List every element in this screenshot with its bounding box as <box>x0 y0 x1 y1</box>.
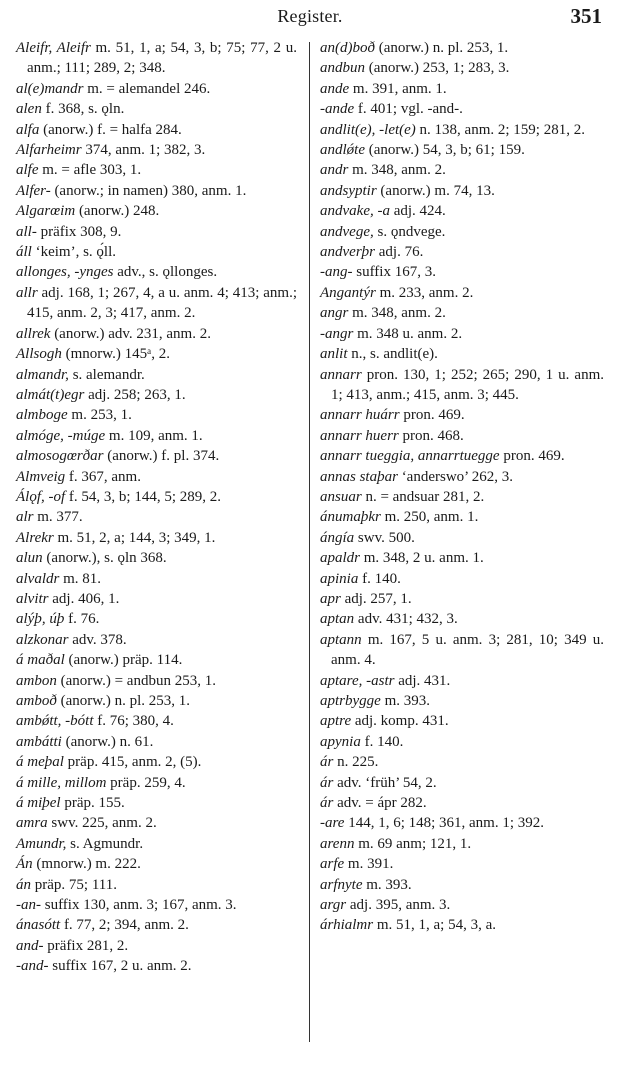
index-entry <box>16 813 297 833</box>
entry-headword: andlit(e), -let(e) <box>320 121 416 138</box>
index-entry <box>320 324 604 344</box>
entry-references: adj. 395, anm. 3. <box>346 897 451 914</box>
entry-headword: alzkonar <box>16 631 69 648</box>
entry-headword: apinia <box>320 570 359 587</box>
entry-headword: aptann <box>320 631 362 648</box>
entry-headword: ansuar <box>320 488 362 505</box>
index-entry <box>16 160 297 180</box>
entry-headword: allr <box>16 284 38 301</box>
entry-references: swv. 500. <box>354 529 415 546</box>
entry-references: m. 69 anm; 121, 1. <box>354 835 472 852</box>
entry-references: m. 81. <box>59 570 102 587</box>
index-entry <box>16 671 297 691</box>
entry-headword: alen <box>16 101 42 118</box>
entry-references: adj. 406, 1. <box>48 590 120 607</box>
index-entry <box>320 426 604 446</box>
entry-references: (anorw.) 54, 3, b; 61; 159. <box>365 142 525 159</box>
entry-headword: ande <box>320 80 350 97</box>
index-entry <box>16 956 297 976</box>
index-entry <box>16 650 297 670</box>
entry-headword: alun <box>16 550 43 567</box>
entry-references: m. 51, 1, a; 54, 3, b; 75; 77, 2 u. anm.; 111; 289, 2; 348. <box>27 40 297 77</box>
index-entry <box>320 609 604 629</box>
entry-references: f. 54, 3, b; 144, 5; 289, 2. <box>65 488 222 505</box>
entry-headword: andbun <box>320 60 365 77</box>
index-entry <box>16 569 297 589</box>
index-entry <box>16 201 297 221</box>
entry-headword: arfnyte <box>320 876 363 893</box>
entry-headword: Algarœim <box>16 203 76 220</box>
entry-headword: ambon <box>16 672 57 689</box>
index-entry <box>16 773 297 793</box>
index-entry <box>16 691 297 711</box>
index-entry <box>320 201 604 221</box>
right-column <box>320 38 604 936</box>
entry-references: n. 225. <box>333 754 379 771</box>
index-entry <box>16 405 297 425</box>
entry-references: suffix 130, anm. 3; 167, anm. 3. <box>41 897 237 914</box>
entry-headword: Amundr, <box>16 835 67 852</box>
entry-references: m. 377. <box>33 509 83 526</box>
entry-headword: Án <box>16 856 33 873</box>
entry-headword: almát(t)egr <box>16 386 85 403</box>
entry-references: adj. 168, 1; 267, 4, a u. anm. 4; 413; anm.; 415, anm. 2, 3; 417, anm. 2. <box>27 284 297 322</box>
entry-references: m. 391, anm. 1. <box>349 80 447 97</box>
entry-headword: alfe <box>16 162 39 179</box>
entry-references: f. 77, 2; 394, anm. 2. <box>60 917 189 934</box>
entry-references: adv. 431; 432, 3. <box>354 611 458 628</box>
entry-headword: Allsogh <box>16 346 62 363</box>
entry-references: ‘keim’, s. ǫ́ll. <box>31 244 116 261</box>
entry-references: pron. 130, 1; 252; 265; 290, 1 u. anm. 1; 413, anm.; 415, anm. 3; 445. <box>331 366 604 403</box>
entry-headword: aptare, -astr <box>320 672 395 689</box>
entry-references: m. 253, 1. <box>67 407 132 424</box>
entry-headword: -and- <box>16 958 49 975</box>
entry-headword: árhialmr <box>320 917 374 934</box>
entry-headword: almandr, <box>16 366 69 383</box>
entry-headword: Alfer- <box>16 182 51 199</box>
entry-references: m. 391. <box>344 856 394 873</box>
entry-headword: andsyptir <box>320 182 377 199</box>
index-entry <box>16 711 297 731</box>
index-entry <box>16 99 297 119</box>
index-entry <box>16 344 297 364</box>
entry-headword: á maðal <box>16 652 65 669</box>
entry-references: präp. 415, anm. 2, (5). <box>63 754 202 771</box>
index-entry <box>16 609 297 629</box>
index-entry <box>320 283 604 303</box>
entry-headword: -ande <box>320 101 355 118</box>
entry-headword: an(d)boð <box>320 40 375 56</box>
index-entry <box>320 711 604 731</box>
index-entry <box>16 793 297 813</box>
index-entry <box>320 405 604 425</box>
index-entry <box>320 671 604 691</box>
entry-headword: Alfarheimr <box>16 142 82 159</box>
entry-headword: alýþ, úþ <box>16 611 65 628</box>
index-entry <box>320 303 604 323</box>
index-entry <box>320 242 604 262</box>
entry-headword: anlit <box>320 346 348 363</box>
index-entry <box>16 854 297 874</box>
entry-references: (mnorw.) 145ᵃ, 2. <box>61 346 170 363</box>
entry-headword: amra <box>16 815 48 832</box>
entry-headword: angr <box>320 305 349 322</box>
entry-references: n. = andsuar 281, 2. <box>361 488 485 505</box>
index-entry <box>16 732 297 752</box>
entry-headword: almosogœrðar <box>16 448 104 465</box>
entry-references: f. 401; vgl. -and-. <box>354 101 463 118</box>
index-entry <box>16 283 297 324</box>
index-entry <box>320 875 604 895</box>
entry-headword: án <box>16 876 31 893</box>
index-entry <box>16 79 297 99</box>
index-entry <box>16 834 297 854</box>
entry-headword: annarr huerr <box>320 427 399 444</box>
entry-headword: -are <box>320 815 345 832</box>
index-entry <box>320 120 604 140</box>
entry-references: adj. 431. <box>394 672 451 689</box>
entry-references: s. Agmundr. <box>66 835 144 852</box>
entry-references: n., s. andlit(e). <box>347 346 438 363</box>
entry-references: präp. 75; 111. <box>31 876 117 893</box>
entry-references: swv. 225, anm. 2. <box>47 815 157 832</box>
index-entry <box>320 528 604 548</box>
index-entry <box>320 752 604 772</box>
index-entry <box>320 38 604 58</box>
entry-references: m. = alemandel 246. <box>83 80 211 97</box>
entry-references: 144, 1, 6; 148; 361, anm. 1; 392. <box>344 815 545 832</box>
entry-references: s. ǫndvege. <box>373 223 446 240</box>
index-entry <box>320 160 604 180</box>
entry-headword: andvake, -a <box>320 203 390 220</box>
index-entry <box>16 38 297 79</box>
entry-references: adv. ‘früh’ 54, 2. <box>333 774 437 791</box>
entry-references: f. 140. <box>358 570 401 587</box>
index-entry <box>16 936 297 956</box>
entry-references: pron. 469. <box>399 407 465 424</box>
index-entry <box>320 854 604 874</box>
entry-headword: arenn <box>320 835 355 852</box>
entry-references: (anorw.) präp. 114. <box>64 652 183 669</box>
entry-headword: and- <box>16 937 44 954</box>
entry-headword: á mille, millom <box>16 774 107 791</box>
entry-references: präfix 281, 2. <box>43 937 129 954</box>
entry-headword: almboge <box>16 407 68 424</box>
index-entry <box>320 79 604 99</box>
entry-references: m. 348, anm. 2. <box>348 305 446 322</box>
entry-headword: apynia <box>320 733 361 750</box>
entry-references: adv., s. ǫllonges. <box>113 264 218 281</box>
entry-references: (anorw.) n. pl. 253, 1. <box>375 40 509 56</box>
index-entry <box>320 365 604 406</box>
index-entry <box>320 630 604 671</box>
index-entry <box>320 548 604 568</box>
entry-references: adj. 424. <box>389 203 446 220</box>
entry-references: suffix 167, 3. <box>352 264 436 281</box>
entry-headword: alr <box>16 509 34 526</box>
running-head: Register. <box>277 6 343 26</box>
index-entry <box>320 140 604 160</box>
entry-headword: Aleifr, Aleifr <box>16 40 91 56</box>
index-entry <box>16 507 297 527</box>
entry-references: (anorw.; in namen) 380, anm. 1. <box>50 182 247 199</box>
entry-headword: annas staþar <box>320 468 398 485</box>
index-entry <box>16 365 297 385</box>
entry-headword: ambǿtt, -bótt <box>16 713 94 730</box>
entry-headword: aptre <box>320 713 352 730</box>
entry-references: (anorw.) n. pl. 253, 1. <box>56 693 191 709</box>
index-entry <box>16 385 297 405</box>
entry-references: m. 51, 2, a; 144, 3; 349, 1. <box>53 529 216 546</box>
entry-headword: alfa <box>16 121 40 138</box>
index-entry <box>320 773 604 793</box>
entry-references: f. 367, anm. <box>65 468 141 485</box>
entry-headword: ambátti <box>16 733 62 750</box>
entry-references: m. 167, 5 u. anm. 3; 281, 10; 349 u. anm. 4. <box>331 631 604 669</box>
index-entry <box>320 99 604 119</box>
entry-references: präfix 308, 9. <box>36 223 122 240</box>
entry-headword: Alrekr <box>16 529 54 546</box>
entry-headword: alvitr <box>16 590 49 607</box>
index-entry <box>16 875 297 895</box>
index-entry <box>320 732 604 752</box>
entry-headword: ánasótt <box>16 917 61 934</box>
entry-references: (anorw.) f. = halfa 284. <box>39 121 182 138</box>
entry-headword: áll <box>16 244 32 261</box>
index-entry <box>320 262 604 282</box>
entry-references: präp. 259, 4. <box>106 774 186 791</box>
entry-references: m. 250, anm. 1. <box>380 509 479 526</box>
entry-references: m. = afle 303, 1. <box>38 162 142 179</box>
index-entry <box>320 507 604 527</box>
entry-headword: ár <box>320 774 334 791</box>
entry-references: m. 348 u. anm. 2. <box>353 325 463 342</box>
entry-references: suffix 167, 2 u. anm. 2. <box>48 958 192 975</box>
column-divider <box>309 42 310 1042</box>
entry-references: präp. 155. <box>60 795 125 812</box>
entry-references: (anorw.) f. pl. 374. <box>103 448 220 465</box>
entry-references: m. 348, anm. 2. <box>348 162 446 179</box>
index-entry <box>16 630 297 650</box>
index-entry <box>320 222 604 242</box>
entry-references: m. 393. <box>362 876 412 893</box>
entry-references: (anorw.) 248. <box>75 203 160 220</box>
entry-references: f. 76; 380, 4. <box>93 713 174 730</box>
index-entry <box>320 446 604 466</box>
index-entry <box>16 324 297 344</box>
entry-headword: argr <box>320 897 347 914</box>
index-entry <box>320 181 604 201</box>
index-entry <box>320 487 604 507</box>
entry-references: (anorw.) 253, 1; 283, 3. <box>365 60 510 77</box>
entry-references: n. 138, anm. 2; 159; 281, 2. <box>415 121 585 138</box>
entry-references: m. 393. <box>380 693 430 709</box>
entry-headword: ángía <box>320 529 355 546</box>
index-entry <box>16 895 297 915</box>
entry-references: (anorw.) = andbun 253, 1. <box>56 672 216 689</box>
index-entry <box>16 262 297 282</box>
entry-headword: al(e)mandr <box>16 80 84 97</box>
index-entry <box>320 915 604 935</box>
entry-headword: all- <box>16 223 37 240</box>
entry-references: m. 348, 2 u. anm. 1. <box>360 550 484 567</box>
entry-references: (anorw.) m. 74, 13. <box>376 182 495 199</box>
entry-headword: á meþal <box>16 754 64 771</box>
entry-headword: aptan <box>320 611 355 628</box>
index-entry <box>16 528 297 548</box>
entry-headword: amboð <box>16 693 57 709</box>
entry-headword: Almveig <box>16 468 66 485</box>
left-column <box>16 38 297 977</box>
entry-headword: apaldr <box>320 550 361 567</box>
index-entry <box>320 793 604 813</box>
page-number: 351 <box>570 4 602 28</box>
index-entry <box>320 467 604 487</box>
index-entry <box>16 120 297 140</box>
entry-references: (anorw.), s. ǫln 368. <box>42 550 167 567</box>
index-entry <box>16 467 297 487</box>
entry-headword: -angr <box>320 325 354 342</box>
entry-headword: ánumaþkr <box>320 509 381 526</box>
index-entry <box>16 548 297 568</box>
entry-headword: annarr <box>320 366 362 383</box>
entry-references: pron. 469. <box>499 448 565 465</box>
index-entry <box>320 813 604 833</box>
entry-headword: arfe <box>320 856 345 873</box>
entry-headword: annarr huárr <box>320 407 400 424</box>
entry-headword: Angantýr <box>320 284 376 301</box>
entry-headword: andvege, <box>320 223 374 240</box>
entry-references: pron. 468. <box>398 427 464 444</box>
entry-references: (mnorw.) m. 222. <box>32 856 141 873</box>
entry-references: adv. 378. <box>68 631 127 648</box>
entry-headword: ár <box>320 795 334 812</box>
entry-references: f. 76. <box>64 611 100 628</box>
index-entry <box>16 446 297 466</box>
entry-headword: -ang- <box>320 264 353 281</box>
index-entry <box>16 222 297 242</box>
entry-headword: -an- <box>16 897 41 914</box>
entry-references: (anorw.) n. 61. <box>61 733 154 750</box>
index-entry <box>320 895 604 915</box>
entry-headword: andverþr <box>320 244 375 261</box>
entry-references: m. 51, 1, a; 54, 3, a. <box>373 917 496 934</box>
index-entry <box>320 589 604 609</box>
entry-references: adj. 76. <box>375 244 424 261</box>
index-entry <box>16 915 297 935</box>
entry-headword: aptrbygge <box>320 693 381 709</box>
entry-headword: allrek <box>16 325 51 342</box>
entry-references: m. 233, anm. 2. <box>375 284 474 301</box>
index-entry <box>16 242 297 262</box>
index-entry <box>320 569 604 589</box>
index-entry <box>320 834 604 854</box>
index-entry <box>16 487 297 507</box>
index-entry <box>16 752 297 772</box>
page-header <box>0 0 620 34</box>
entry-references: 374, anm. 1; 382, 3. <box>81 142 206 159</box>
entry-references: adj. komp. 431. <box>351 713 449 730</box>
index-entry <box>16 181 297 201</box>
entry-headword: Álǫf, -of <box>16 488 66 505</box>
index-entry <box>16 589 297 609</box>
entry-references: s. alemandr. <box>68 366 145 383</box>
entry-headword: almóge, -múge <box>16 427 106 444</box>
index-entry <box>16 140 297 160</box>
index-entry <box>320 58 604 78</box>
index-entry <box>16 426 297 446</box>
entry-references: ‘anderswo’ 262, 3. <box>397 468 514 485</box>
entry-headword: á miþel <box>16 795 61 812</box>
entry-references: adv. = ápr 282. <box>333 795 427 812</box>
entry-headword: andr <box>320 162 349 179</box>
entry-references: f. 368, s. ǫln. <box>41 101 125 118</box>
entry-headword: alvaldr <box>16 570 60 587</box>
entry-headword: andlǿte <box>320 142 365 159</box>
entry-references: adj. 257, 1. <box>340 590 412 607</box>
entry-references: (anorw.) adv. 231, anm. 2. <box>50 325 211 342</box>
entry-headword: ár <box>320 754 334 771</box>
entry-headword: annarr tueggia, annarrtuegge <box>320 448 500 465</box>
entry-references: adj. 258; 263, 1. <box>84 386 186 403</box>
entry-references: f. 140. <box>360 733 404 750</box>
entry-references: m. 109, anm. 1. <box>105 427 203 444</box>
entry-headword: apr <box>320 590 341 607</box>
index-entry <box>320 691 604 711</box>
index-entry <box>320 344 604 364</box>
entry-headword: allonges, -ynges <box>16 264 114 281</box>
